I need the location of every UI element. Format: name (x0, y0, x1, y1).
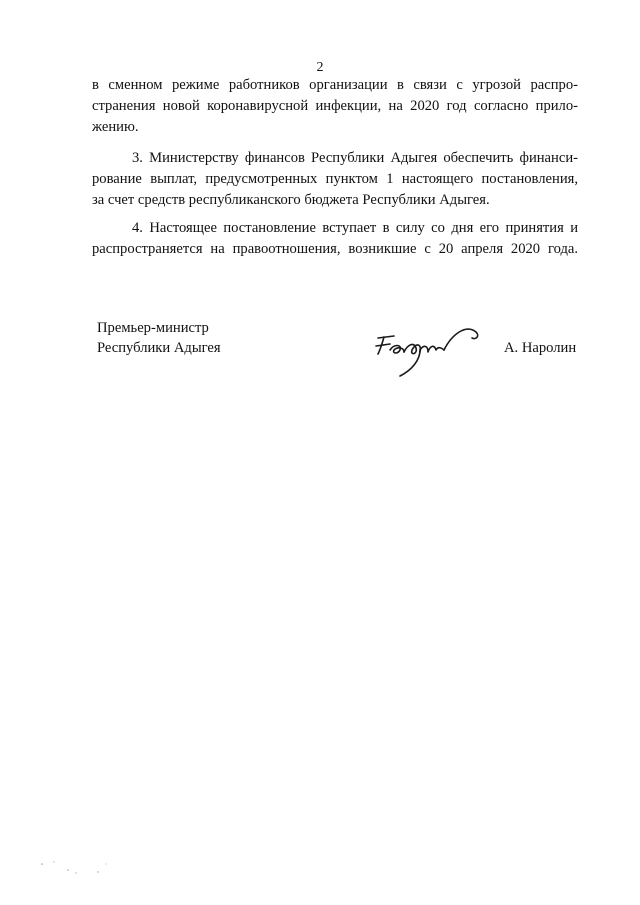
text-line: 3. Министерству финансов Республики Адыгея обеспечить финанси- (132, 150, 578, 166)
signer-position-line: Республики Адыгея (97, 340, 221, 356)
paragraph-item-4 (92, 218, 578, 260)
signer-name: А. Наролин (504, 340, 577, 356)
paragraph-continuation (92, 75, 578, 138)
text-line: странения новой коронавирусной инфекции, на 2020 год согласно прило- (92, 98, 578, 114)
scan-noise (40, 858, 120, 878)
page-number: 2 (316, 60, 324, 75)
text-line: 4. Настоящее постановление вступает в силу со дня его принятия и (132, 220, 578, 236)
signer-position-line: Премьер-министр (97, 320, 209, 336)
paragraph-item-3 (92, 148, 578, 211)
text-line: рование выплат, предусмотренных пунктом 1 настоящего постановления, (92, 171, 578, 187)
text-line: за счет средств республиканского бюджета Республики Адыгея. (92, 192, 490, 208)
text-line: в сменном режиме работников организации в связи с угрозой распро- (92, 77, 578, 93)
handwritten-signature (372, 320, 482, 380)
signer-position (97, 318, 221, 358)
text-line: жению. (92, 119, 139, 135)
text-line: распространяется на правоотношения, возникшие с 20 апреля 2020 года. (92, 241, 578, 257)
